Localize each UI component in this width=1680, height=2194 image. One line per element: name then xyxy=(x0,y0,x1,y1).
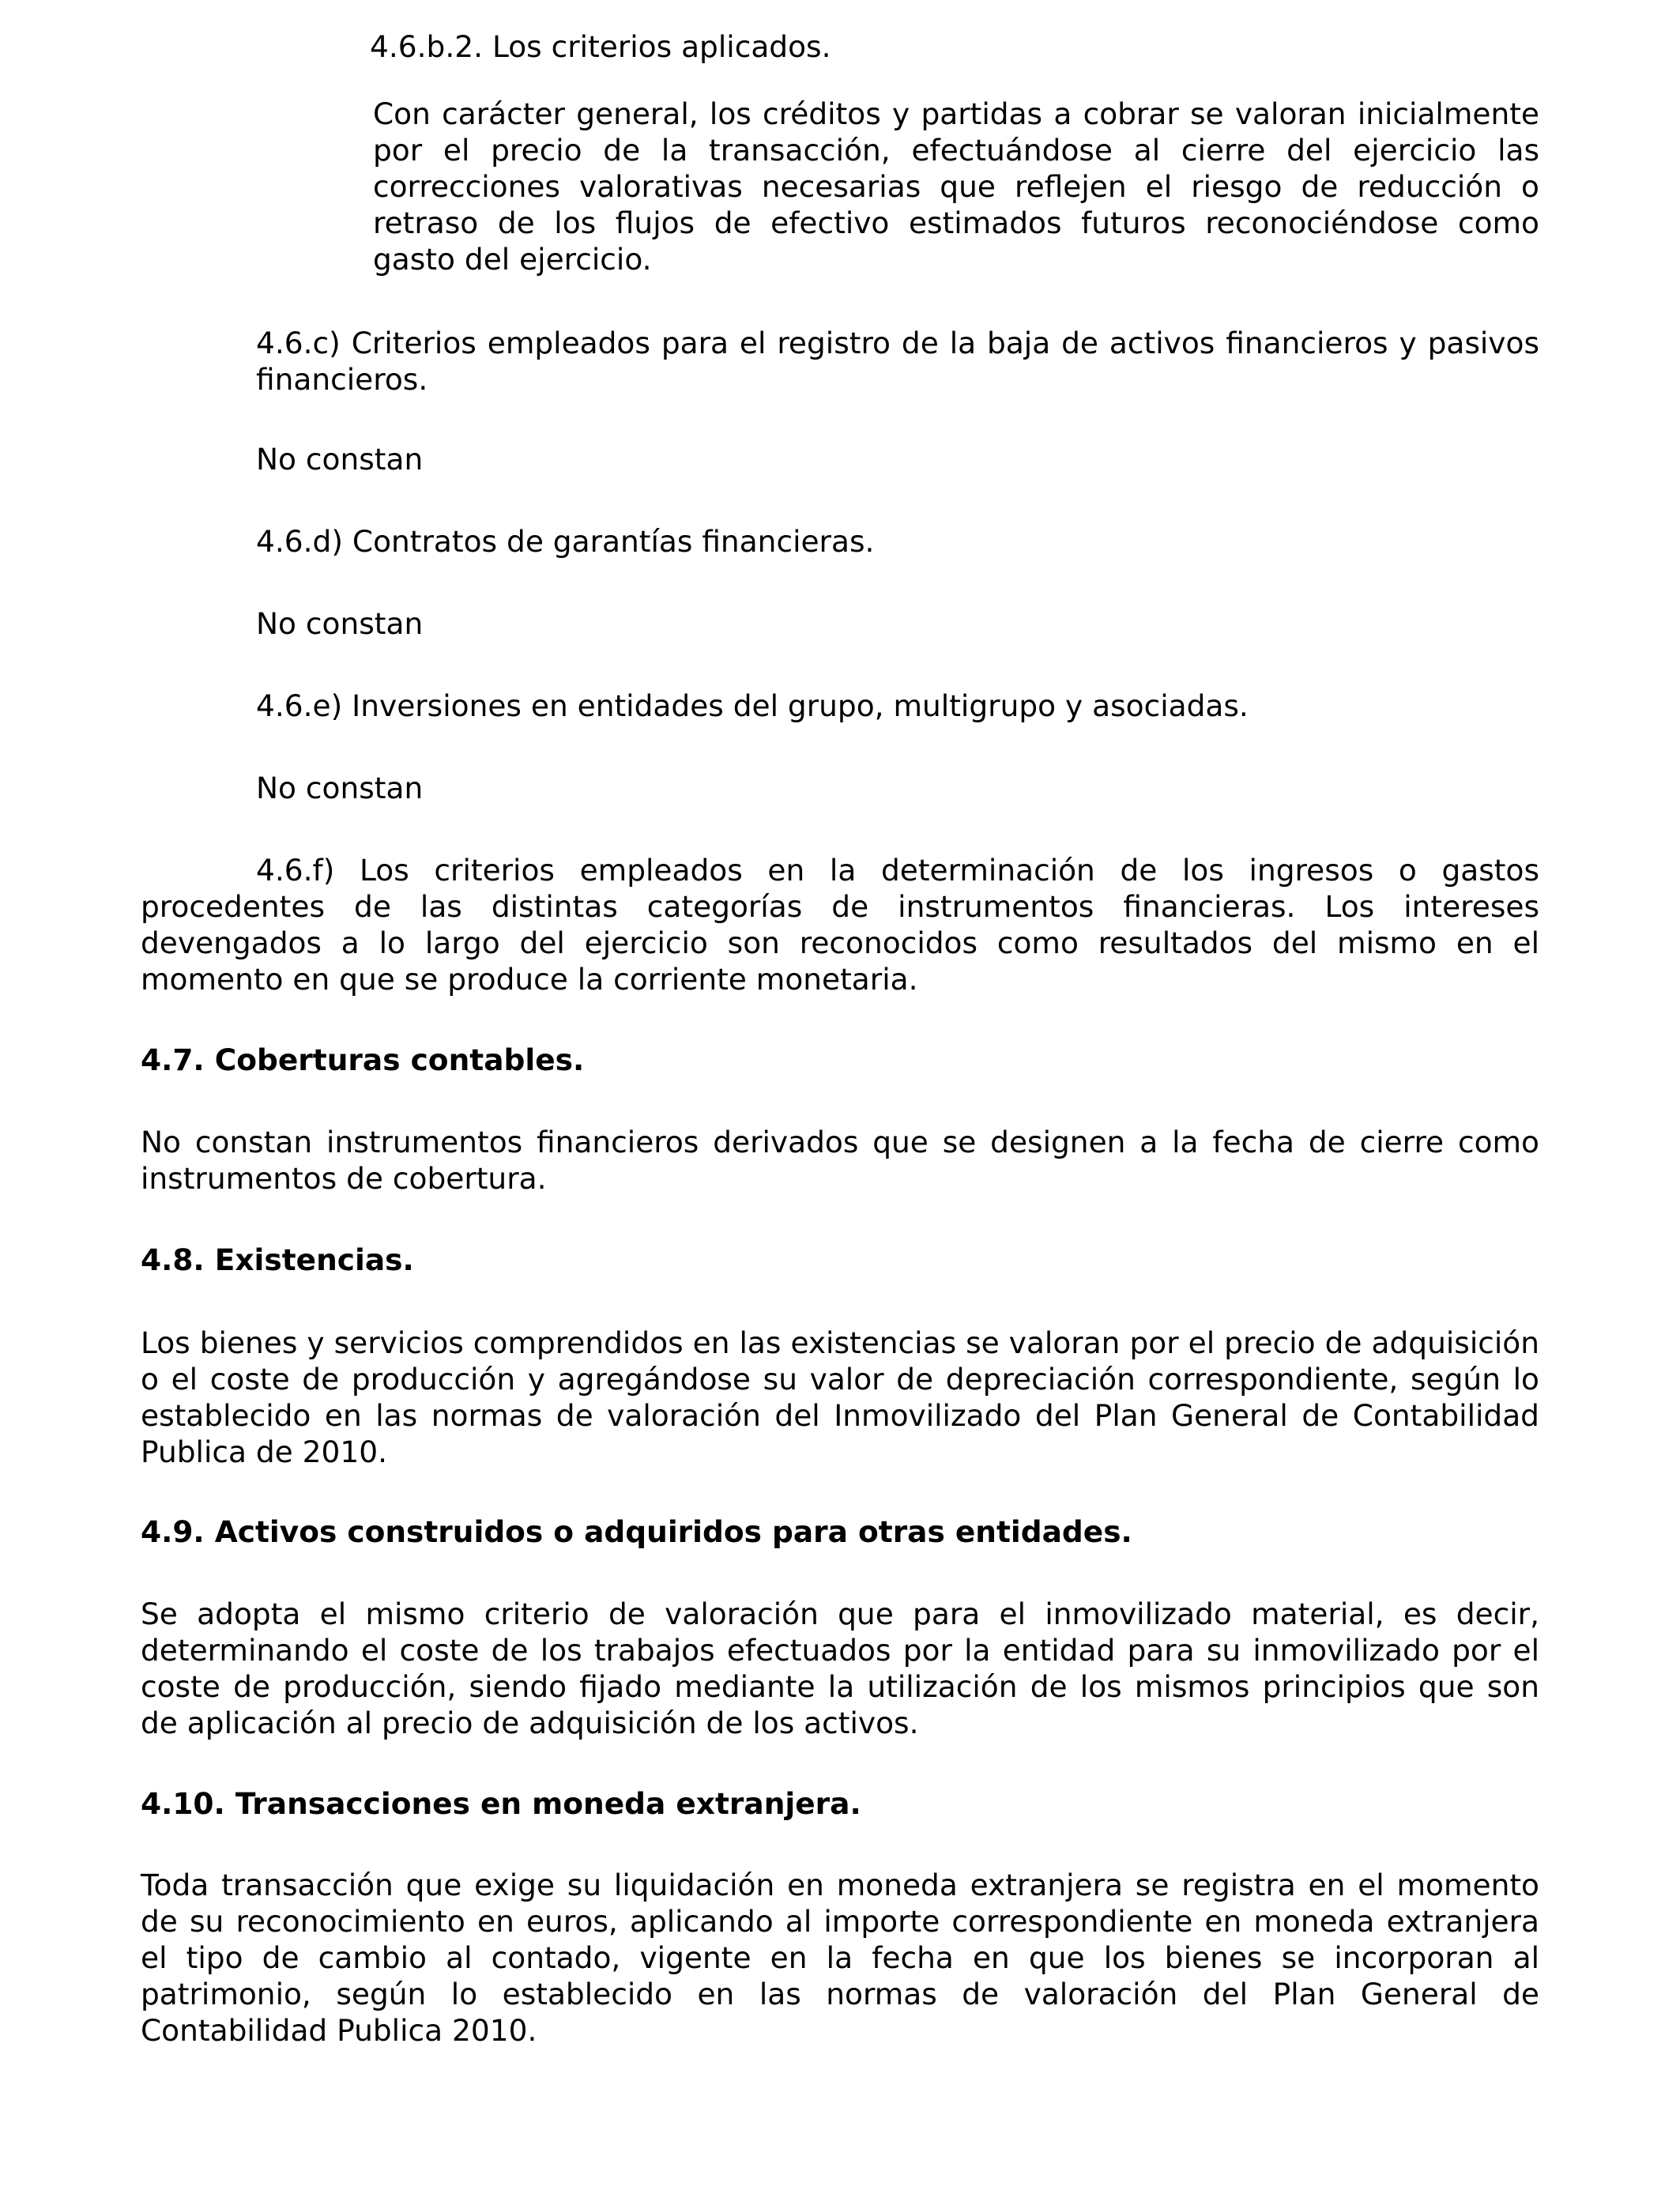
heading-4-6-c: 4.6.c) Criterios empleados para el registro de la baja de activos financieros y pasivos financieros. xyxy=(256,326,1539,397)
paragraph-4-6-c: No constan xyxy=(256,442,424,477)
heading-4-8: 4.8. Existencias. xyxy=(141,1242,414,1277)
paragraph-4-8: Los bienes y servicios comprendidos en las existencias se valoran por el precio de adquisición o el coste de producción y agregándose su valor de depreciación correspondiente, según lo establecido en las normas de valoración del Inmovilizado del Plan General de Contabilidad Publica de 2010. xyxy=(141,1325,1539,1469)
paragraph-4-6-d: No constan xyxy=(256,606,424,641)
heading-4-9: 4.9. Activos construidos o adquiridos para otras entidades. xyxy=(141,1514,1132,1549)
heading-4-7: 4.7. Coberturas contables. xyxy=(141,1042,585,1077)
paragraph-4-9: Se adopta el mismo criterio de valoración que para el inmovilizado material, es decir, determinando el coste de los trabajos efectuados por la entidad para su inmovilizado por el coste de producción, siendo fijado mediante la utilización de los mismos principios que son de aplicación al precio de adquisición de los activos. xyxy=(141,1596,1539,1740)
paragraph-4-6-f: 4.6.f) Los criterios empleados en la determinación de los ingresos o gastos procedentes de las distintas categorías de instrumentos financieras. Los intereses devengados a lo largo del ejercicio son reconocidos como resultados del mismo en el momento en que se produce la corriente monetaria. xyxy=(141,853,1539,997)
paragraph-4-7: No constan instrumentos financieros derivados que se designen a la fecha de cierre como instrumentos de cobertura. xyxy=(141,1125,1539,1196)
heading-4-6-d: 4.6.d) Contratos de garantías financieras. xyxy=(256,524,875,559)
paragraph-4-6-e: No constan xyxy=(256,771,424,805)
heading-4-6-b-2: 4.6.b.2. Los criterios aplicados. xyxy=(370,29,831,64)
heading-4-6-e: 4.6.e) Inversiones en entidades del grupo, multigrupo y asociadas. xyxy=(256,688,1249,723)
heading-4-10: 4.10. Transacciones en moneda extranjera. xyxy=(141,1786,861,1821)
paragraph-4-6-b-2: Con carácter general, los créditos y partidas a cobrar se valoran inicialmente por el precio de la transacción, efectuándose al cierre del ejercicio las correcciones valorativas necesarias que reflejen el riesgo de reducción o retraso de los flujos de efectivo estimados futuros reconociéndose como gasto del ejercicio. xyxy=(373,96,1539,277)
paragraph-4-10: Toda transacción que exige su liquidación en moneda extranjera se registra en el momento de su reconocimiento en euros, aplicando al importe correspondiente en moneda extranjera el tipo de cambio al contado, vigente en la fecha en que los bienes se incorporan al patrimonio, según lo establecido en las normas de valoración del Plan General de Contabilidad Publica 2010. xyxy=(141,1868,1539,2048)
